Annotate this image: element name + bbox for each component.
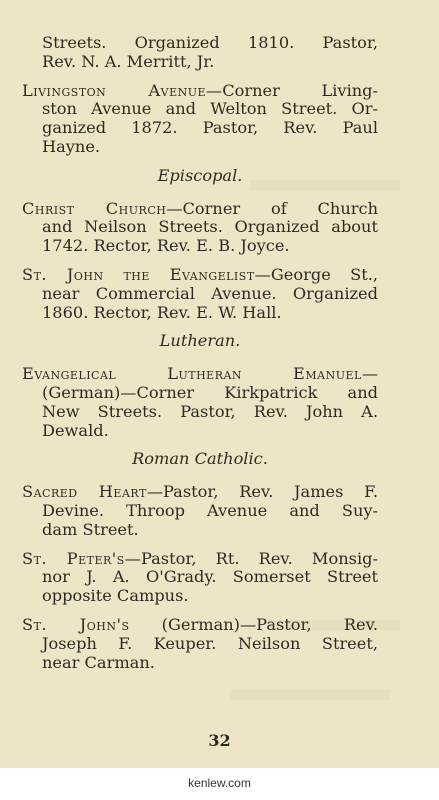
entry-line: Streets. Organized 1810. Pastor, <box>42 33 378 52</box>
entry-line: Dewald. <box>42 420 109 440</box>
entry-line: dam Street. <box>42 519 139 539</box>
church-name: Evangelical Lutheran Emanuel <box>22 364 362 384</box>
entry-line: nor J. A. O'Grady. Somerset Street <box>42 567 378 587</box>
entry-line: Rev. N. A. Merritt, Jr. <box>42 51 215 71</box>
entry-line: (German)—Pastor, Rev. <box>129 614 378 634</box>
entry-st-john-evangelist <box>22 266 378 322</box>
entry-livingston-avenue <box>22 82 378 157</box>
entry-line: Joseph F. Keuper. Neilson Street, <box>42 633 378 653</box>
entry-line: New Streets. Pastor, Rev. John A. <box>42 401 378 421</box>
entry-line: 1742. Rector, Rev. E. B. Joyce. <box>42 236 290 256</box>
entry-sacred-heart <box>22 483 378 539</box>
bleed-through-mark <box>250 180 400 190</box>
entry-line: near Carman. <box>42 652 155 672</box>
entry-line: Devine. Throop Avenue and Suy- <box>42 500 378 520</box>
section-heading-roman-catholic: Roman Catholic. <box>132 449 268 469</box>
entry-line: ganized 1872. Pastor, Rev. Paul <box>42 118 378 138</box>
entry-st-peters <box>22 550 378 606</box>
entry-line: —Pastor, Rt. Rev. Monsig- <box>124 548 378 568</box>
entry-line: —Corner Living- <box>206 80 378 100</box>
entry-line: —George St., <box>254 264 378 284</box>
entry-evangelical-lutheran-emanuel <box>22 365 378 440</box>
entry-line: Hayne. <box>42 136 101 156</box>
church-name: Sacred Heart <box>22 482 147 502</box>
entry-line: near Commercial Avenue. Organized <box>42 283 378 303</box>
entry-christ-church <box>22 200 378 256</box>
church-name: Livingston Avenue <box>22 80 207 100</box>
entry-line: —Corner of Church <box>166 198 378 218</box>
church-name: St. Peter's <box>22 548 125 568</box>
section-heading-lutheran: Lutheran. <box>159 331 241 351</box>
church-name: St. John the Evangelist <box>22 264 255 284</box>
watermark-footer: kenlew.com <box>188 776 251 790</box>
bleed-through-mark <box>230 690 390 700</box>
bleed-through-mark <box>270 620 400 630</box>
entry-line: — <box>361 364 378 384</box>
entry-line: ston Avenue and Welton Street. Or- <box>42 99 378 119</box>
entry-line: (German)—Corner Kirkpatrick and <box>42 382 378 402</box>
church-name: St. John's <box>22 614 130 634</box>
entry-continuation <box>22 34 378 72</box>
page-text <box>22 34 378 682</box>
entry-line: opposite Campus. <box>42 586 189 606</box>
entry-line: 1860. Rector, Rev. E. W. Hall. <box>42 302 282 322</box>
entry-line: —Pastor, Rev. James F. <box>146 482 379 502</box>
church-name: Christ Church <box>22 198 167 218</box>
section-heading-episcopal: Episcopal. <box>157 165 243 185</box>
entry-line: and Neilson Streets. Organized about <box>42 217 378 237</box>
page-number: 32 <box>208 731 231 750</box>
